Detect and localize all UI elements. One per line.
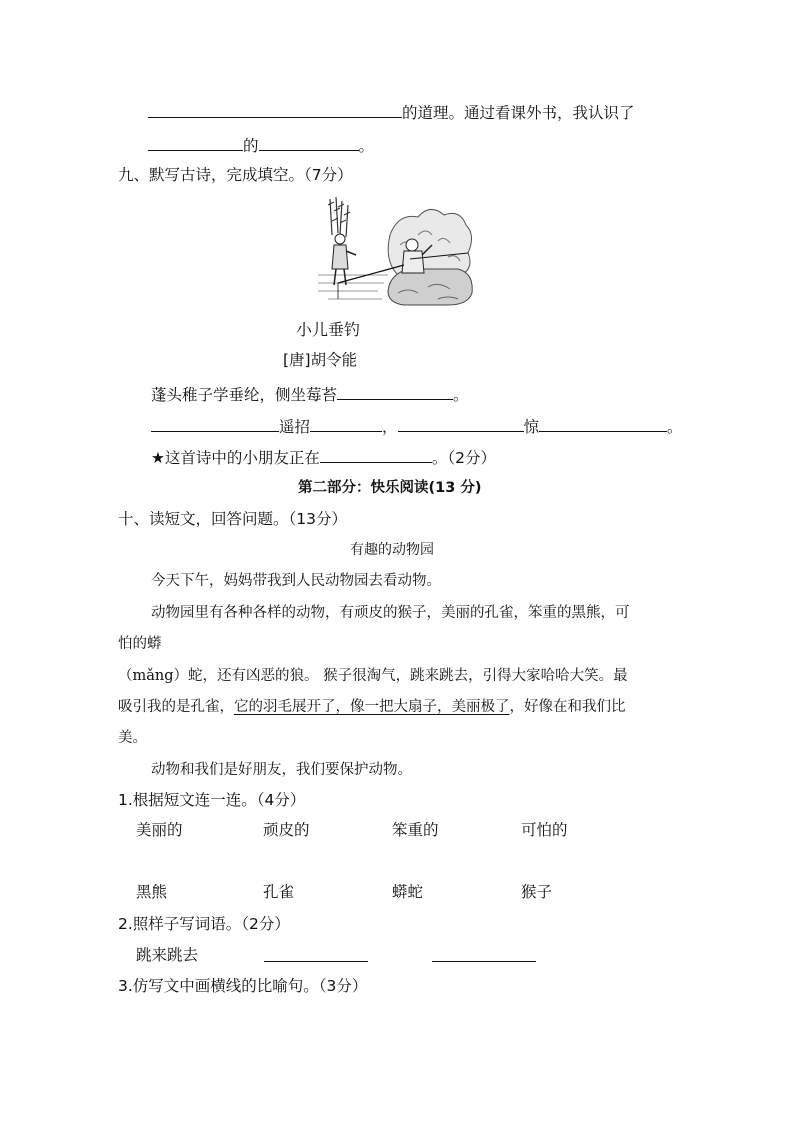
sub3-heading: 3.仿写文中画横线的比喻句。（3分） xyxy=(118,977,368,995)
fishing-child-illustration xyxy=(318,195,474,308)
passage-p3a: （mǎng）蛇，还有凶恶的狼。 猴子很淘气，跳来跳去，引得大家哈哈大笑。最 xyxy=(118,668,628,684)
answer-blank[interactable] xyxy=(398,415,524,432)
match-top-word[interactable]: 可怕的 xyxy=(521,821,568,839)
q10-heading: 十、读短文，回答问题。（13分） xyxy=(118,510,347,528)
match-bottom-word[interactable]: 蟒蛇 xyxy=(392,883,424,901)
answer-blank[interactable] xyxy=(432,961,536,962)
top-line-2: 的 。 xyxy=(148,134,374,156)
poem-author: [唐]胡令能 xyxy=(283,351,358,369)
passage-p3b: 吸引我的是孔雀，它的羽毛展开了，像一把大扇子，美丽极了，好像在和我们比 xyxy=(118,699,626,715)
passage-p2b: 怕的蟒 xyxy=(118,636,162,652)
top-line-1: 的道理。通过看课外书，我认识了 xyxy=(148,101,635,123)
match-top-word[interactable]: 笨重的 xyxy=(392,821,439,839)
answer-blank[interactable] xyxy=(320,446,432,463)
passage-p4: 动物和我们是好朋友，我们要保护动物。 xyxy=(151,762,412,778)
metaphor-sentence: 它的羽毛展开了，像一把大扇子，美丽极了 xyxy=(234,699,510,715)
answer-blank[interactable] xyxy=(148,134,243,151)
match-bottom-word[interactable]: 黑熊 xyxy=(136,883,168,901)
sub1-heading: 1.根据短文连一连。（4分） xyxy=(118,791,306,809)
passage-title: 有趣的动物园 xyxy=(350,542,434,558)
passage-p1: 今天下午，妈妈带我到人民动物园去看动物。 xyxy=(151,573,441,589)
q9-heading: 九、默写古诗，完成填空。（7分） xyxy=(118,166,353,184)
answer-blank[interactable] xyxy=(259,134,359,151)
match-bottom-word[interactable]: 孔雀 xyxy=(263,883,295,901)
match-top-word[interactable]: 顽皮的 xyxy=(263,821,310,839)
match-bottom-word[interactable]: 猴子 xyxy=(521,883,553,901)
part2-heading: 第二部分：快乐阅读(13 分) xyxy=(298,480,482,496)
answer-blank[interactable] xyxy=(337,383,453,400)
passage-p3c: 美。 xyxy=(118,730,147,746)
answer-blank[interactable] xyxy=(310,415,382,432)
sub2-example: 跳来跳去 xyxy=(136,946,199,964)
answer-blank[interactable] xyxy=(539,415,667,432)
answer-blank[interactable] xyxy=(264,961,368,962)
poem-line-2: 遥招 ， 惊 。 xyxy=(151,415,683,437)
passage-p2a: 动物园里有各种各样的动物，有顽皮的猴子，美丽的孔雀，笨重的黑熊，可 xyxy=(151,605,630,621)
poem-title: 小儿垂钓 xyxy=(296,320,361,339)
match-top-word[interactable]: 美丽的 xyxy=(136,821,183,839)
poem-line-1: 蓬头稚子学垂纶，侧坐莓苔 。 xyxy=(151,383,469,405)
answer-blank[interactable] xyxy=(148,101,402,118)
star-question: ★这首诗中的小朋友正在 。（2分） xyxy=(151,446,496,468)
sub2-heading: 2.照样子写词语。（2分） xyxy=(118,915,290,933)
answer-blank[interactable] xyxy=(151,415,279,432)
